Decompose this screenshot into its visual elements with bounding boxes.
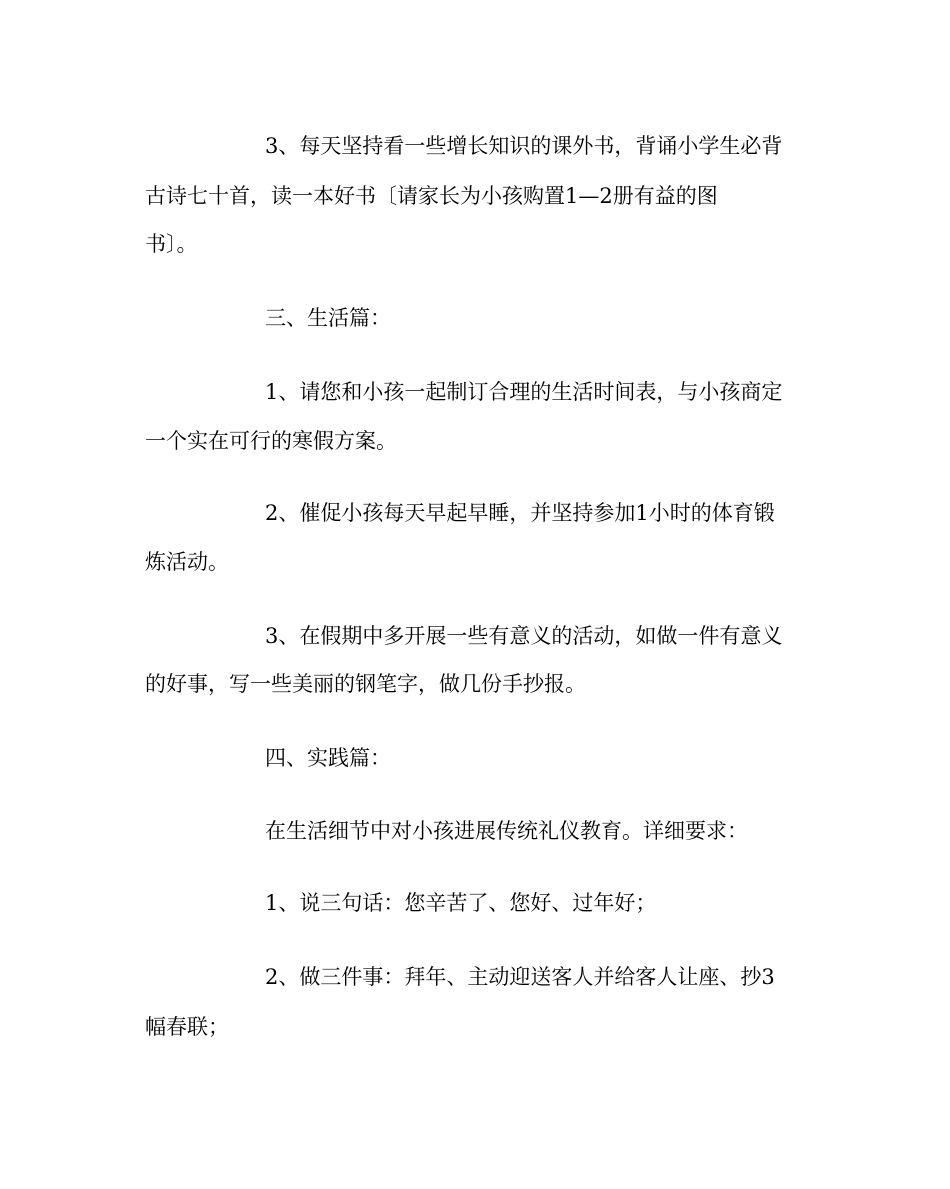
paragraph-line: 1、请您和小孩一起制订合理的生活时间表，与小孩商定 xyxy=(265,380,783,404)
paragraph-line: 一个实在可行的寒假方案。 xyxy=(145,429,397,453)
paragraph-line: 3、在假期中多开展一些有意义的活动，如做一件有意义 xyxy=(265,624,783,648)
paragraph-line: 炼活动。 xyxy=(145,550,229,574)
paragraph-line: 2、催促小孩每天早起早睡，并坚持参加1小时的体育锻 xyxy=(265,501,775,525)
paragraph-line: 书〕。 xyxy=(145,232,198,256)
paragraph-line: 2、做三件事：拜年、主动迎送客人并给客人让座、抄3 xyxy=(265,965,775,989)
section-heading: 三、生活篇： xyxy=(265,306,391,330)
paragraph-line: 3、每天坚持看一些增长知识的课外书，背诵小学生必背 xyxy=(265,134,783,158)
paragraph-line: 在生活细节中对小孩进展传统礼仪教育。详细要求： xyxy=(265,819,748,843)
paragraph-line: 古诗七十首，读一本好书〔请家长为小孩购置1—2册有益的图 xyxy=(145,184,718,208)
paragraph-line: 1、说三句话：您辛苦了、您好、过年好； xyxy=(265,891,657,915)
section-heading: 四、实践篇： xyxy=(265,746,391,770)
paragraph-line: 幅春联； xyxy=(145,1015,229,1039)
paragraph-line: 的好事，写一些美丽的钢笔字，做几份手抄报。 xyxy=(145,672,586,696)
